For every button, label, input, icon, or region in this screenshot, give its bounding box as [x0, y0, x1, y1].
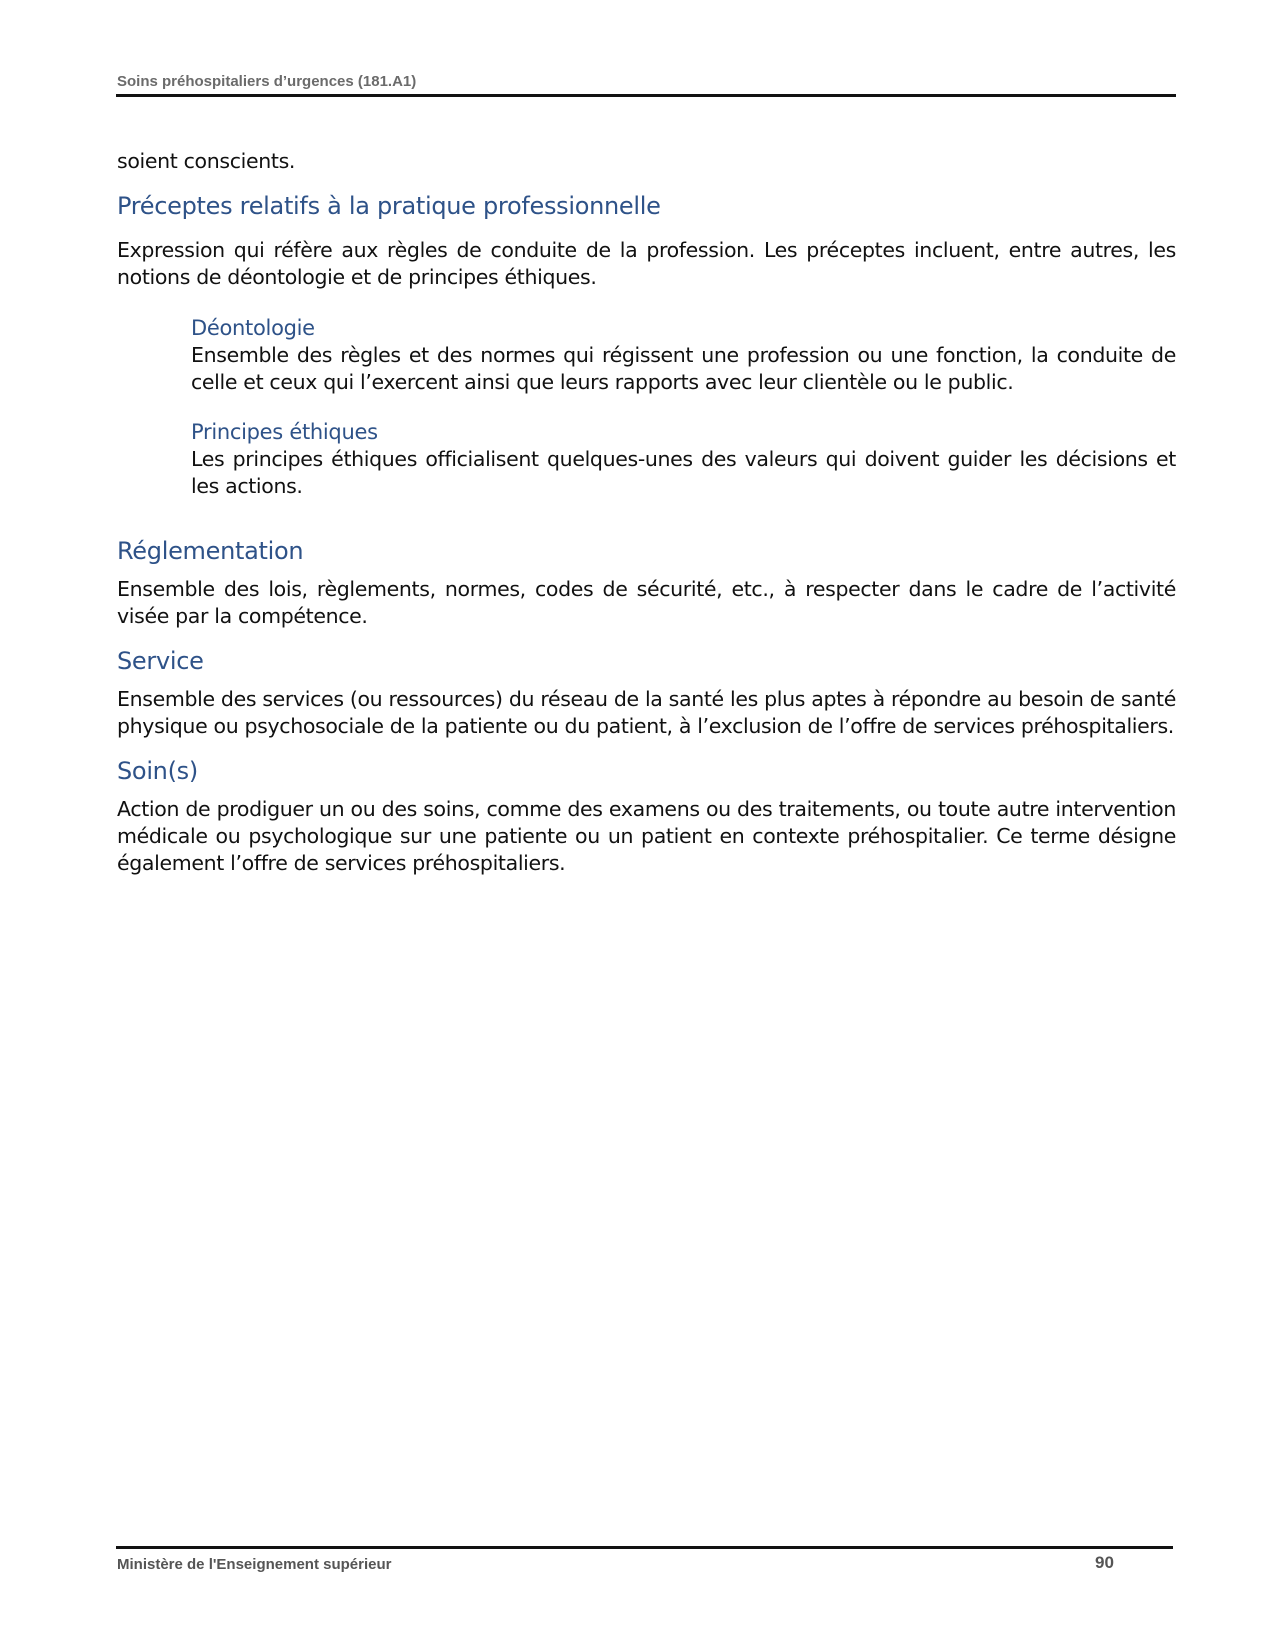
text-preceptes: Expression qui réfère aux règles de conduite de la profession. Les préceptes incluent, entre autres, les notions de déontologie et de principes éthiques. [117, 238, 1176, 289]
heading-soins: Soin(s) [117, 757, 198, 785]
text-principes-ethiques: Les principes éthiques officialisent quelques-unes des valeurs qui doivent guider les décisions et les actions. [191, 447, 1176, 498]
heading-preceptes: Préceptes relatifs à la pratique professionnelle [117, 192, 661, 220]
text-service: Ensemble des services (ou ressources) du réseau de la santé les plus aptes à répondre au besoin de santé physique ou psychosociale de la patiente ou du patient, à l’exclusion de l’offre de services préhospitaliers. [117, 687, 1176, 738]
running-header: Soins préhospitaliers d’urgences (181.A1) [117, 73, 417, 90]
heading-service: Service [117, 647, 204, 675]
heading-reglementation: Réglementation [117, 537, 304, 565]
footer-divider [116, 1546, 1173, 1549]
page-number: 90 [1095, 1553, 1114, 1572]
text-deontologie: Ensemble des règles et des normes qui régissent une profession ou une fonction, la conduite de celle et ceux qui l’exercent ainsi que leurs rapports avec leur clientèle ou le public. [191, 343, 1176, 394]
subsection-deontologie [191, 315, 1176, 396]
text-soins: Action de prodiguer un ou des soins, comme des examens ou des traitements, ou toute autre intervention médicale ou psychologique sur une patiente ou un patient en contexte préhospitalier. Ce terme désigne également l’offre de services préhospitaliers. [117, 797, 1176, 875]
heading-principes-ethiques: Principes éthiques [191, 420, 378, 444]
intro-continuation: soient conscients. [117, 149, 296, 173]
text-reglementation: Ensemble des lois, règlements, normes, codes de sécurité, etc., à respecter dans le cadre de l’activité visée par la compétence. [117, 577, 1176, 628]
page-body [117, 148, 1176, 877]
heading-deontologie: Déontologie [191, 316, 315, 340]
subsection-principes-ethiques [191, 419, 1176, 500]
footer-organization: Ministère de l'Enseignement supérieur [117, 1556, 392, 1573]
header-divider [116, 94, 1176, 97]
